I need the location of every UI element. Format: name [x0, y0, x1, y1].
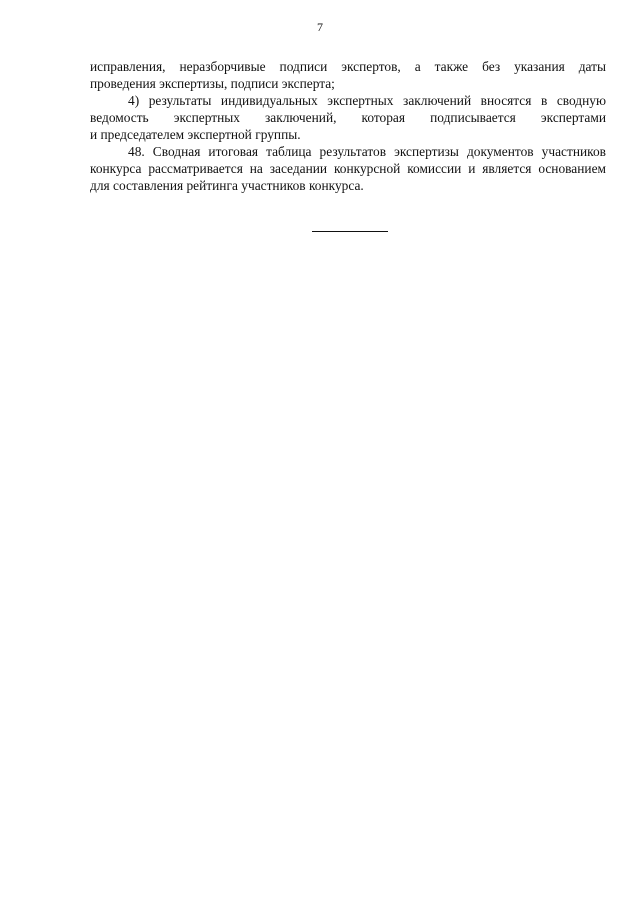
text-line: проведения экспертизы, подписи эксперта;: [90, 76, 335, 91]
text-line: 4) результаты индивидуальных экспертных заключений вносятся в сводную: [128, 93, 606, 108]
text-line: конкурса рассматривается на заседании конкурсной комиссии и является основанием: [90, 161, 606, 176]
text-line: 48. Сводная итоговая таблица результатов экспертизы документов участников: [128, 144, 606, 159]
paragraph-continuation: [90, 58, 606, 92]
page-number: 7: [317, 20, 323, 34]
paragraph-48: [90, 143, 606, 194]
end-separator-line: [312, 231, 388, 232]
text-line: и председателем экспертной группы.: [90, 127, 301, 142]
body-text: [90, 58, 606, 194]
text-line: ведомость экспертных заключений, которая подписывается экспертами: [90, 110, 606, 125]
text-line: исправления, неразборчивые подписи экспертов, а также без указания даты: [90, 59, 606, 74]
paragraph-item-4: [90, 92, 606, 143]
text-line: для составления рейтинга участников конкурса.: [90, 178, 364, 193]
